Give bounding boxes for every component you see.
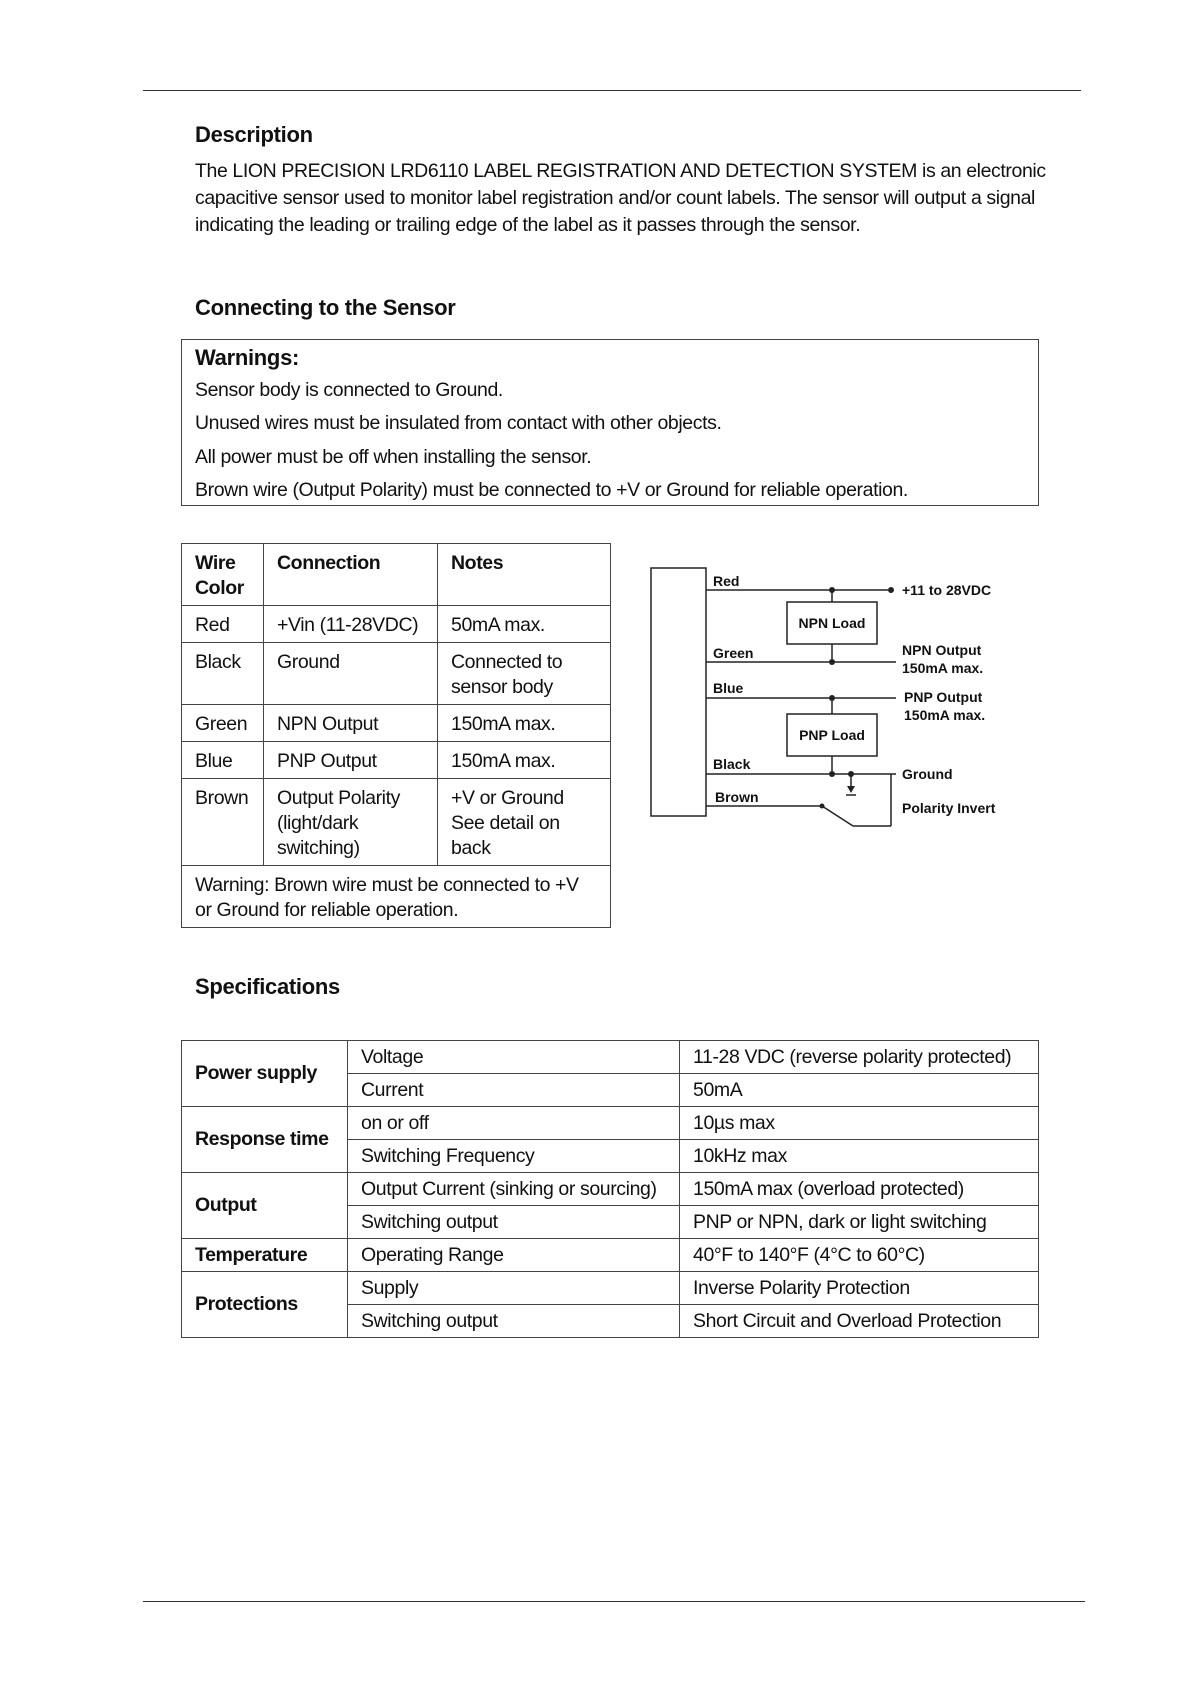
table-row xyxy=(182,606,611,643)
wire-notes: 150mA max. xyxy=(438,742,611,779)
wire-connection: PNP Output xyxy=(264,742,438,779)
spec-parameter: Switching output xyxy=(348,1305,680,1338)
label-black: Black xyxy=(713,756,751,772)
spec-value: 10kHz max xyxy=(680,1140,1039,1173)
wire-notes: +V or Ground See detail on back xyxy=(438,779,611,866)
wire-color: Brown xyxy=(182,779,264,866)
spec-parameter: on or off xyxy=(348,1107,680,1140)
spec-parameter: Voltage xyxy=(348,1041,680,1074)
specifications-table xyxy=(181,1040,1039,1338)
spec-value: PNP or NPN, dark or light switching xyxy=(680,1206,1039,1239)
wire-color: Black xyxy=(182,643,264,705)
blue-junction-dot xyxy=(829,695,835,701)
switch-contact-dot xyxy=(820,804,825,809)
black-junction-dot xyxy=(829,771,835,777)
spec-parameter: Switching output xyxy=(348,1206,680,1239)
warning-line: All power must be off when installing the sensor. xyxy=(195,446,592,468)
polarity-switch xyxy=(822,806,853,826)
table-row xyxy=(182,1173,1039,1206)
warnings-title: Warnings: xyxy=(195,345,300,370)
polarity-invert-label: Polarity Invert xyxy=(902,800,996,816)
spec-category: Power supply xyxy=(182,1041,348,1107)
ground-label: Ground xyxy=(902,766,953,782)
wire-notes: 50mA max. xyxy=(438,606,611,643)
wiring-diagram xyxy=(650,560,1030,840)
wire-table-warning: Warning: Brown wire must be connected to +V or Ground for reliable operation. xyxy=(182,866,611,928)
label-green: Green xyxy=(713,645,754,661)
ground-arrow-icon xyxy=(847,786,855,793)
wire-table-header xyxy=(182,544,611,606)
table-row xyxy=(182,742,611,779)
warning-line: Brown wire (Output Polarity) must be connected to +V or Ground for reliable operation. xyxy=(195,479,908,501)
table-row xyxy=(182,643,611,705)
spec-value: Inverse Polarity Protection xyxy=(680,1272,1039,1305)
description-heading: Description xyxy=(195,122,313,147)
table-row xyxy=(182,705,611,742)
spec-parameter: Operating Range xyxy=(348,1239,680,1272)
header-notes: Notes xyxy=(438,544,611,606)
wire-table xyxy=(181,543,611,928)
supply-terminal-dot xyxy=(888,587,894,593)
spec-value: Short Circuit and Overload Protection xyxy=(680,1305,1039,1338)
label-red: Red xyxy=(713,573,740,589)
wire-connection: Ground xyxy=(264,643,438,705)
spec-category: Temperature xyxy=(182,1239,348,1272)
specifications-heading: Specifications xyxy=(195,974,340,999)
green-junction-dot xyxy=(829,659,835,665)
header-rule xyxy=(143,90,1081,91)
wire-connection: Output Polarity (light/dark switching) xyxy=(264,779,438,866)
label-brown: Brown xyxy=(715,789,759,805)
sensor-body xyxy=(651,568,706,816)
wire-connection: +Vin (11-28VDC) xyxy=(264,606,438,643)
footer-rule xyxy=(143,1601,1085,1602)
wire-notes: Connected to sensor body xyxy=(438,643,611,705)
description-text: The LION PRECISION LRD6110 LABEL REGISTRATION AND DETECTION SYSTEM is an electronic capacitive sensor used to monitor label registration and/or count labels. The sensor will output a signal indicating the leading or trailing edge of the label as it passes through the sensor. xyxy=(195,160,1046,236)
pnp-output-label: PNP Output xyxy=(904,689,983,705)
spec-value: 50mA xyxy=(680,1074,1039,1107)
table-row xyxy=(182,779,611,866)
warning-line: Unused wires must be insulated from contact with other objects. xyxy=(195,412,722,434)
spec-parameter: Current xyxy=(348,1074,680,1107)
ground-junction-dot xyxy=(848,771,854,777)
spec-value: 150mA max (overload protected) xyxy=(680,1173,1039,1206)
spec-value: 10µs max xyxy=(680,1107,1039,1140)
spec-value: 40°F to 140°F (4°C to 60°C) xyxy=(680,1239,1039,1272)
pnp-max-label: 150mA max. xyxy=(904,707,986,723)
table-footer-row xyxy=(182,866,611,928)
warnings-box xyxy=(181,339,1039,506)
npn-output-label: NPN Output xyxy=(902,642,982,658)
warning-line: Sensor body is connected to Ground. xyxy=(195,379,503,401)
wire-color: Blue xyxy=(182,742,264,779)
wire-color: Red xyxy=(182,606,264,643)
red-junction-dot xyxy=(829,587,835,593)
header-connection: Connection xyxy=(264,544,438,606)
connecting-heading: Connecting to the Sensor xyxy=(195,295,456,320)
spec-parameter: Supply xyxy=(348,1272,680,1305)
spec-value: 11-28 VDC (reverse polarity protected) xyxy=(680,1041,1039,1074)
npn-load-label: NPN Load xyxy=(798,615,866,631)
wire-notes: 150mA max. xyxy=(438,705,611,742)
table-row xyxy=(182,1041,1039,1074)
table-row xyxy=(182,1272,1039,1305)
spec-category: Protections xyxy=(182,1272,348,1338)
label-blue: Blue xyxy=(713,680,744,696)
spec-parameter: Switching Frequency xyxy=(348,1140,680,1173)
pnp-load-label: PNP Load xyxy=(799,727,865,743)
spec-parameter: Output Current (sinking or sourcing) xyxy=(348,1173,680,1206)
wire-connection: NPN Output xyxy=(264,705,438,742)
table-row xyxy=(182,1107,1039,1140)
wire-color: Green xyxy=(182,705,264,742)
spec-category: Output xyxy=(182,1173,348,1239)
spec-category: Response time xyxy=(182,1107,348,1173)
table-row xyxy=(182,1239,1039,1272)
supply-label: +11 to 28VDC xyxy=(902,582,992,598)
npn-max-label: 150mA max. xyxy=(902,660,984,676)
header-wire-color: Wire Color xyxy=(182,544,264,606)
